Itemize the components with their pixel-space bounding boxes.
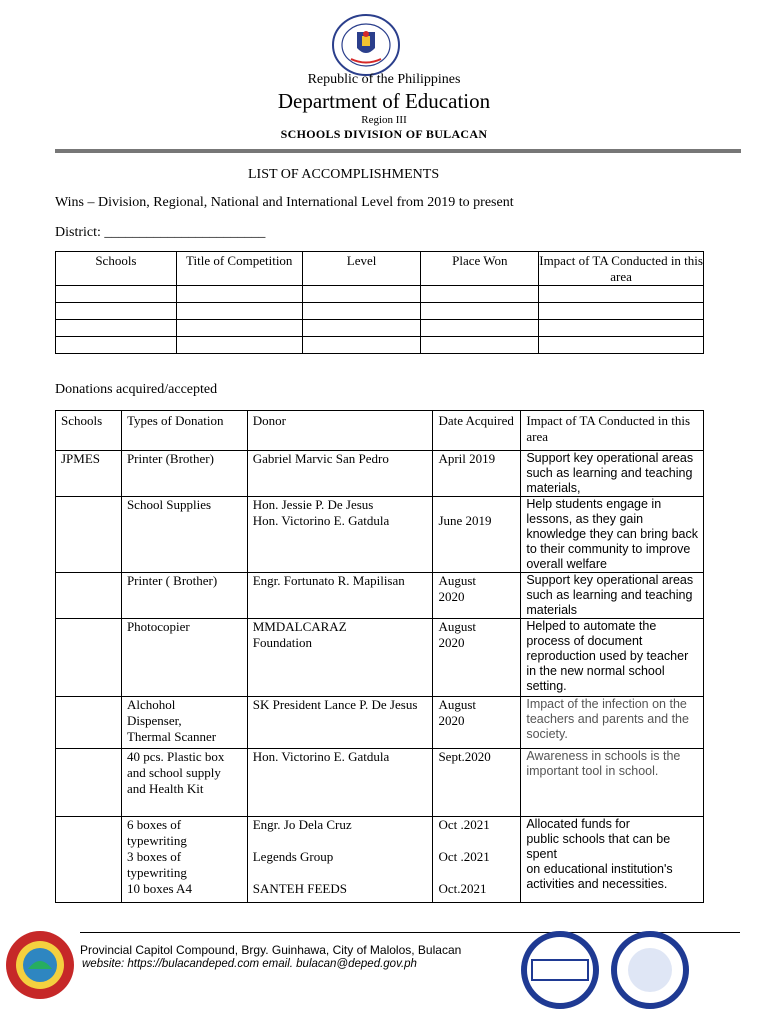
table-row: [56, 451, 704, 497]
table-row: [56, 286, 704, 303]
header-level: Level: [302, 252, 421, 286]
footer-contact: website: https://bulacandeped.com email. bulacan@deped.gov.ph: [82, 958, 417, 970]
impact-cell: Support key operational areas such as learning and teaching materials,: [521, 451, 704, 497]
header-place-won: Place Won: [421, 252, 539, 286]
impact-cell: Impact of the infection on the teachers and parents and the society.: [521, 697, 704, 749]
wins-table-header: [56, 252, 704, 286]
table-cell: [302, 303, 421, 320]
header-region: Region III: [361, 114, 407, 126]
donor-cell: SK President Lance P. De Jesus: [247, 697, 433, 749]
donor-cell: MMDALCARAZ Foundation: [247, 619, 433, 697]
donor-cell: Hon. Victorino E. Gatdula: [247, 749, 433, 817]
date-cell: August 2020: [433, 619, 521, 697]
table-cell: [421, 303, 539, 320]
table-cell: [176, 320, 302, 337]
header-impact: Impact of TA Conducted in this area: [521, 411, 704, 451]
table-row: [56, 697, 704, 749]
iqnet-certified-logo: [520, 930, 600, 1010]
donation-type-cell: 6 boxes of typewriting 3 boxes of typewriting 10 boxes A4: [121, 817, 247, 903]
date-cell: August 2020: [433, 697, 521, 749]
impact-cell: Help students engage in lessons, as they gain knowledge they can bring back to their community to improve overall welfare: [521, 497, 704, 573]
header-donor: Donor: [247, 411, 433, 451]
school-cell: [56, 573, 122, 619]
district-field: District: _______________________: [55, 225, 266, 240]
school-cell: JPMES: [56, 451, 122, 497]
table-row: [56, 303, 704, 320]
impact-cell: Helped to automate the process of document reproduction used by teacher in the new normal school setting.: [521, 619, 704, 697]
donation-type-cell: School Supplies: [121, 497, 247, 573]
donation-type-cell: Printer ( Brother): [121, 573, 247, 619]
header-department: Department of Education: [277, 89, 491, 113]
donation-type-cell: Alchohol Dispenser, Thermal Scanner: [121, 697, 247, 749]
table-cell: [56, 286, 177, 303]
table-cell: [56, 320, 177, 337]
table-cell: [302, 337, 421, 354]
impact-cell: Support key operational areas such as learning and teaching materials: [521, 573, 704, 619]
footer-address: Provincial Capitol Compound, Brgy. Guinhawa, City of Malolos, Bulacan: [80, 943, 462, 957]
header-title-of-competition: Title of Competition: [176, 252, 302, 286]
header-schools: Schools: [56, 411, 122, 451]
impact-cell: Awareness in schools is the important tool in school.: [521, 749, 704, 817]
deped-seal-logo: [331, 14, 401, 76]
table-cell: [176, 286, 302, 303]
table-row: [56, 817, 704, 903]
donor-cell: Gabriel Marvic San Pedro: [247, 451, 433, 497]
table-row: [56, 573, 704, 619]
school-cell: [56, 817, 122, 903]
table-cell: [56, 303, 177, 320]
header-schools: Schools: [56, 252, 177, 286]
table-cell: [539, 286, 704, 303]
table-row: [56, 619, 704, 697]
school-cell: [56, 697, 122, 749]
wins-description: Wins – Division, Regional, National and International Level from 2019 to present: [55, 195, 514, 210]
table-cell: [302, 320, 421, 337]
donation-type-cell: Printer (Brother): [121, 451, 247, 497]
header-republic: Republic of the Philippines: [307, 72, 461, 87]
donor-cell: Engr. Jo Dela Cruz Legends Group SANTEH FEEDS: [247, 817, 433, 903]
table-row: [56, 749, 704, 817]
school-cell: [56, 497, 122, 573]
table-cell: [539, 337, 704, 354]
document-title: LIST OF ACCOMPLISHMENTS: [248, 167, 440, 182]
table-cell: [176, 337, 302, 354]
table-cell: [539, 303, 704, 320]
table-cell: [56, 337, 177, 354]
donations-table: [55, 410, 704, 903]
school-cell: [56, 749, 122, 817]
table-cell: [539, 320, 704, 337]
header-divider: [55, 149, 741, 153]
table-row: [56, 337, 704, 354]
donations-table-header: [56, 411, 704, 451]
donation-type-cell: 40 pcs. Plastic box and school supply and Health Kit: [121, 749, 247, 817]
donor-cell: Engr. Fortunato R. Mapilisan: [247, 573, 433, 619]
table-cell: [176, 303, 302, 320]
wins-table: [55, 251, 704, 354]
school-cell: [56, 619, 122, 697]
table-cell: [302, 286, 421, 303]
date-cell: April 2019: [433, 451, 521, 497]
date-cell: Oct .2021 Oct .2021 Oct.2021: [433, 817, 521, 903]
table-cell: [421, 286, 539, 303]
date-cell: June 2019: [433, 497, 521, 573]
dqp-iso-logo: [610, 930, 690, 1010]
schools-division-bulacan-logo: [4, 929, 76, 1001]
header-impact: Impact of TA Conducted in this area: [539, 253, 703, 284]
date-cell: Sept.2020: [433, 749, 521, 817]
donations-label: Donations acquired/accepted: [55, 382, 218, 397]
table-row: [56, 497, 704, 573]
date-cell: August 2020: [433, 573, 521, 619]
table-cell: [421, 320, 539, 337]
table-row: [56, 320, 704, 337]
header-division: SCHOOLS DIVISION OF BULACAN: [280, 127, 488, 141]
table-cell: [421, 337, 539, 354]
donation-type-cell: Photocopier: [121, 619, 247, 697]
header-types-of-donation: Types of Donation: [121, 411, 247, 451]
header-date-acquired: Date Acquired: [433, 411, 521, 451]
impact-cell: Allocated funds for public schools that can be spent on educational institution's activities and necessities.: [521, 817, 704, 903]
donor-cell: Hon. Jessie P. De Jesus Hon. Victorino E. Gatdula: [247, 497, 433, 573]
